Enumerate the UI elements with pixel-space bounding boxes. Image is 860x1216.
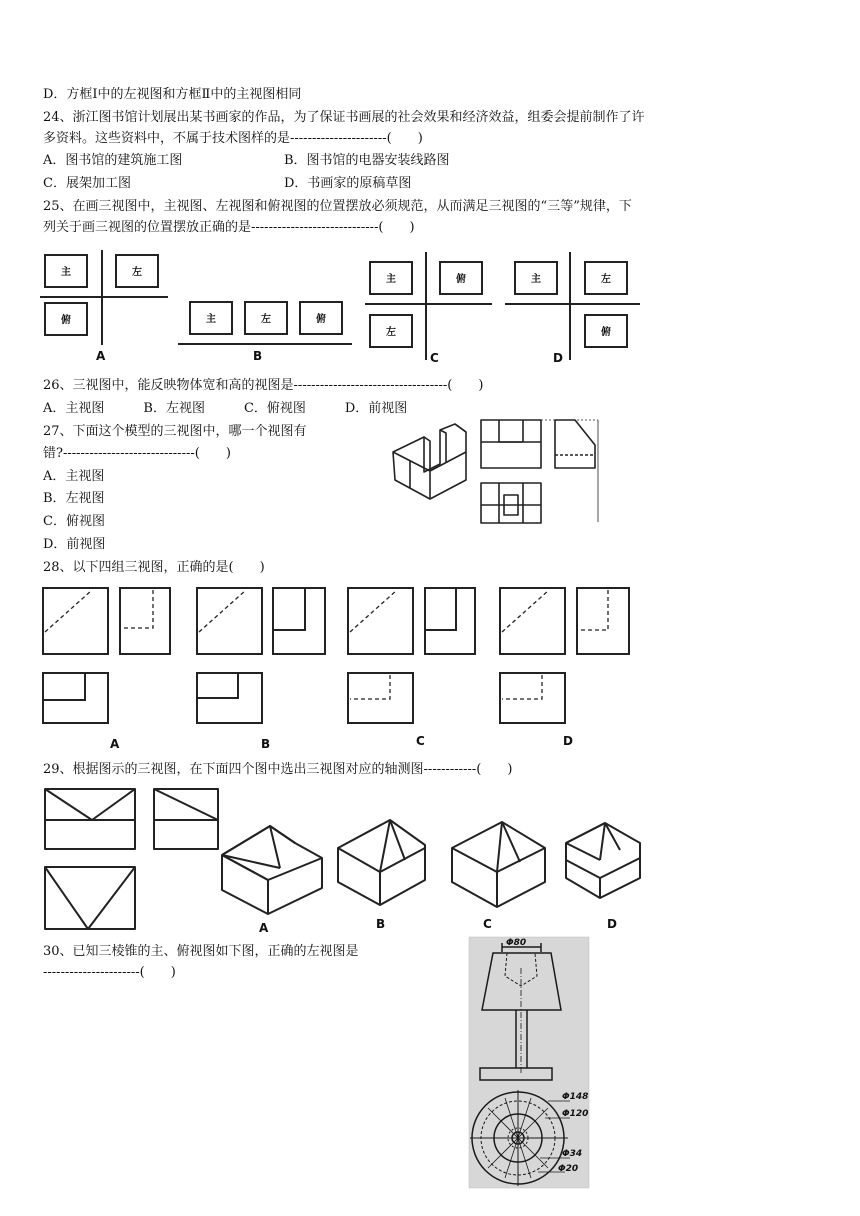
- q29-stem: 29、根据图示的三视图，在下面四个图中选出三视图对应的轴测图------------( ): [43, 762, 513, 777]
- q25-label-a: A: [96, 349, 106, 363]
- q28-label-d: D: [563, 734, 573, 748]
- q27-model-figure: [0, 410, 860, 530]
- q25-c-main-label: 主: [386, 274, 396, 285]
- q25-label-b: B: [253, 349, 263, 363]
- q30-dim-phi20: Φ20: [558, 1164, 579, 1174]
- q29-option-c-drawing: [452, 822, 545, 907]
- q24-option-c: C．展架加工图: [43, 176, 131, 191]
- q24-stem-line1: 24、浙江图书馆计划展出某书画家的作品，为了保证书画展的社会效果和经济效益，组委会提前制作了许: [43, 110, 645, 125]
- q28-stem: 28、以下四组三视图，正确的是( ): [43, 560, 265, 575]
- q25-b-top-label: 俯: [316, 314, 326, 325]
- q24-option-b: B．图书馆的电器安装线路图: [284, 153, 450, 168]
- q29-option-b-drawing: [338, 820, 425, 905]
- q25-b-left-label: 左: [261, 314, 271, 325]
- q25-label-d: D: [553, 351, 563, 365]
- q25-a-left-label: 左: [132, 267, 142, 278]
- q30-dim-phi80: Φ80: [506, 938, 527, 948]
- q25-figure-c: [365, 252, 492, 360]
- q28-label-a: A: [110, 737, 120, 751]
- q25-c-left-label: 左: [386, 327, 396, 338]
- q29-figure: [0, 780, 860, 940]
- q29-label-b: B: [376, 917, 386, 931]
- q30-dim-phi120: Φ120: [562, 1109, 589, 1119]
- q25-b-main-label: 主: [206, 314, 216, 325]
- q25-a-main-label: 主: [61, 267, 71, 278]
- q25-d-main-label: 主: [531, 274, 541, 285]
- q29-option-d-drawing: [566, 823, 640, 898]
- q30-drawing-photo: [0, 936, 860, 1190]
- q30-dim-phi34: Φ34: [562, 1149, 583, 1159]
- q28-figure-a: [43, 588, 170, 723]
- q25-d-left-label: 左: [601, 274, 611, 285]
- q29-label-c: C: [483, 917, 492, 931]
- q28-figure-d: [500, 588, 629, 723]
- q27-option-b: B．左视图: [43, 491, 105, 506]
- q25-figure-a: [40, 250, 168, 345]
- q24-option-d: D．书画家的原稿草图: [284, 176, 412, 191]
- q28-figure-b: [197, 588, 325, 723]
- q23-option-d: D．方框Ⅰ中的左视图和方框Ⅱ中的主视图相同: [43, 87, 302, 102]
- q25-d-top-label: 俯: [601, 327, 611, 338]
- q29-label-d: D: [607, 917, 617, 931]
- q25-stem-line1: 25、在画三视图中，主视图、左视图和俯视图的位置摆放必须规范，从而满足三视图的“三等”规律，下: [43, 199, 632, 214]
- q29-option-a-drawing: [222, 826, 322, 914]
- q30-stem-line1: 30、已知三棱锥的主、俯视图如下图，正确的左视图是: [43, 944, 359, 959]
- q27-option-a: A．主视图: [43, 469, 105, 484]
- q28-label-c: C: [416, 734, 425, 748]
- q28-label-b: B: [261, 737, 271, 751]
- q24-option-a: A．图书馆的建筑施工图: [43, 153, 183, 168]
- q25-layout-figures: [0, 240, 860, 370]
- q30-stem-line2: ----------------------( ): [43, 965, 176, 980]
- q25-label-c: C: [430, 351, 439, 365]
- q25-a-top-label: 俯: [61, 315, 71, 326]
- q25-stem-line2: 列关于画三视图的位置摆放正确的是-----------------------------( ): [43, 220, 415, 235]
- q27-option-d: D．前视图: [43, 537, 106, 552]
- q25-figure-d: [505, 252, 640, 360]
- q30-dim-phi148: Φ148: [562, 1092, 589, 1102]
- q25-c-top-label: 俯: [456, 274, 466, 285]
- q28-figure-c: [348, 588, 475, 723]
- q27-stem-line2: 错?------------------------------( ): [43, 446, 231, 461]
- q26-options: A．主视图 B．左视图 C．俯视图 D．前视图: [43, 401, 408, 416]
- q28-views-figure: [0, 580, 860, 755]
- q27-stem-line1: 27、下面这个模型的三视图中，哪一个视图有: [43, 424, 307, 439]
- q27-option-c: C．俯视图: [43, 514, 105, 529]
- q29-label-a: A: [259, 921, 269, 935]
- q26-stem: 26、三视图中，能反映物体宽和高的视图是-----------------------------------( ): [43, 378, 484, 393]
- q24-stem-line2: 多资料。这些资料中，不属于技术图样的是----------------------( ): [43, 131, 423, 146]
